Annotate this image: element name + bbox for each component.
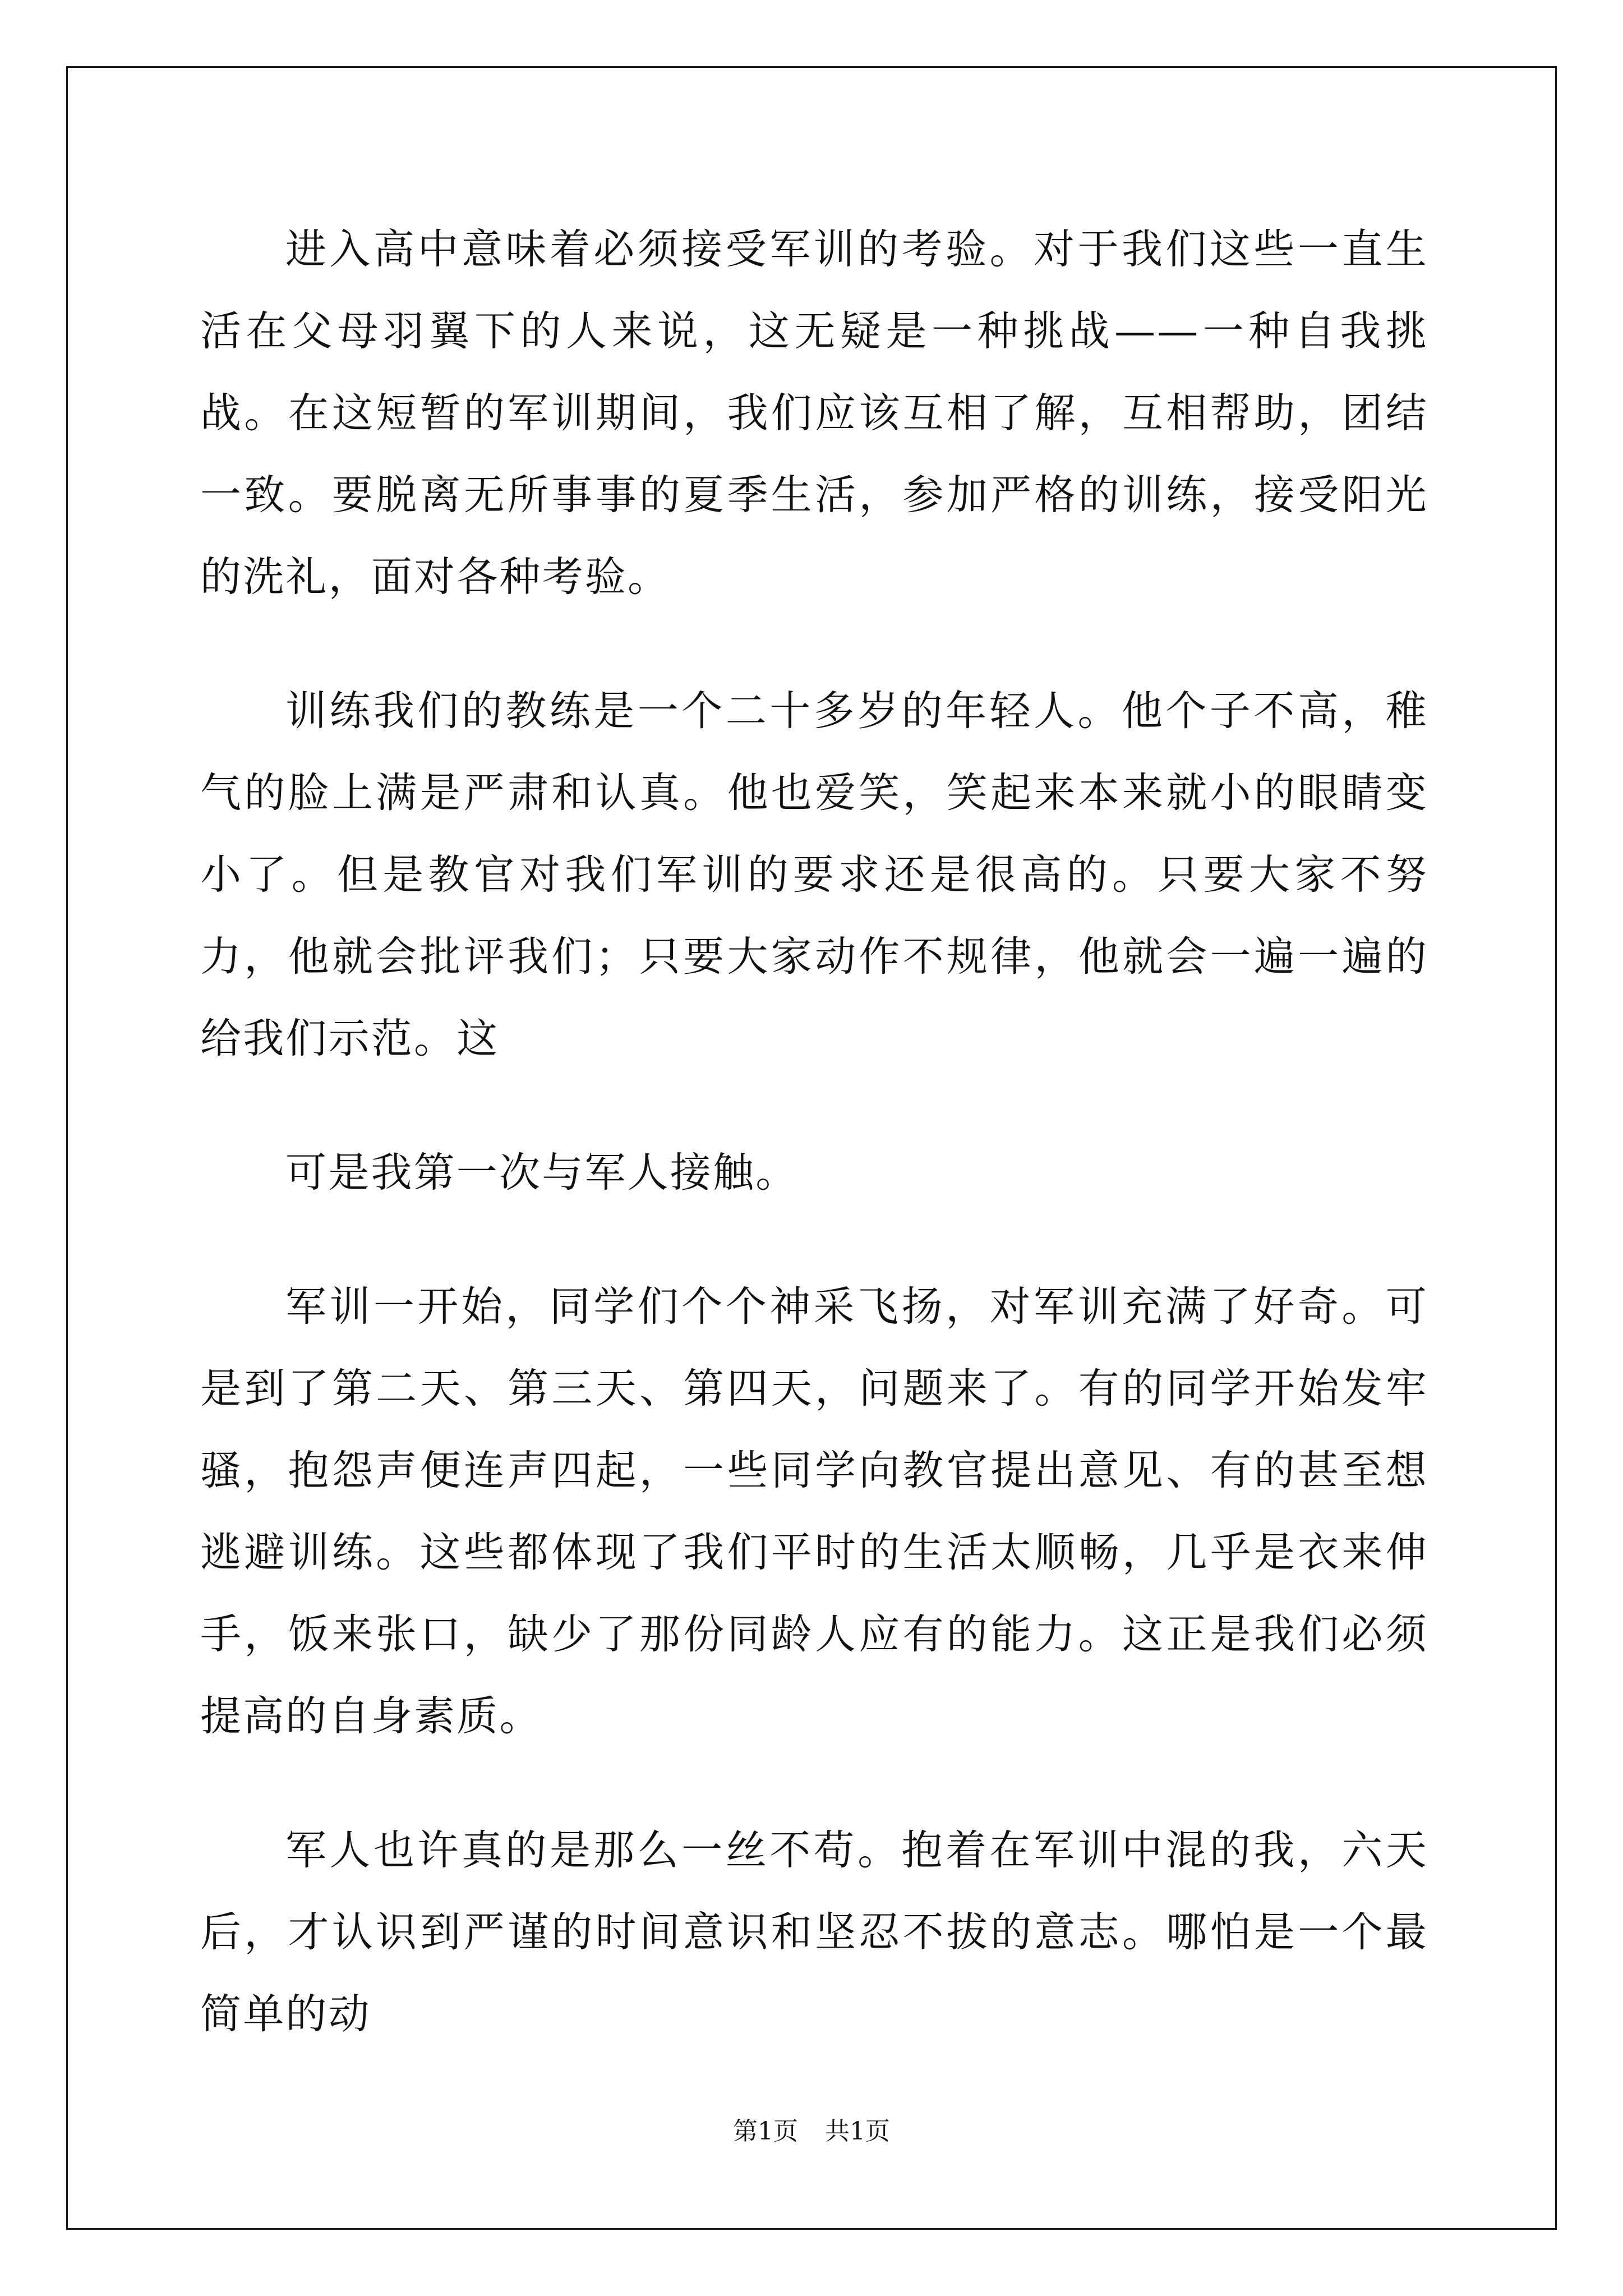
paragraph-3: 可是我第一次与军人接触。 [285, 1149, 799, 1197]
paragraph-5: 军人也许真的是那么一丝不苟。抱着在军训中混的我，六天后，才认识到严谨的时间意识和坚忍不拔的意志。哪怕是一个最简单的动 [200, 1826, 1428, 2038]
page-total: 共1页 [825, 2117, 890, 2146]
page-footer [0, 2115, 1623, 2148]
paragraph-4: 军训一开始，同学们个个神采飞扬，对军训充满了好奇。可是到了第二天、第三天、第四天，问题来了。有的同学开始发牢骚，抱怨声便连声四起，一些同学向教官提出意见、有的甚至想逃避训练。这些都体现了我们平时的生活太顺畅，几乎是衣来伸手，饭来张口，缺少了那份同龄人应有的能力。这正是我们必须提高的自身素质。 [200, 1283, 1428, 1740]
document-body [200, 209, 1428, 2108]
paragraph-1: 进入高中意味着必须接受军训的考验。对于我们这些一直生活在父母羽翼下的人来说，这无疑是一种挑战——一种自我挑战。在这短暂的军训期间，我们应该互相了解，互相帮助，团结一致。要脱离无所事事的夏季生活，参加严格的训练，接受阳光的洗礼，面对各种考验。 [200, 226, 1428, 601]
page-number: 第1页 [733, 2117, 798, 2146]
paragraph-2: 训练我们的教练是一个二十多岁的年轻人。他个子不高，稚气的脸上满是严肃和认真。他也爱笑，笑起来本来就小的眼睛变小了。但是教官对我们军训的要求还是很高的。只要大家不努力，他就会批评我们；只要大家动作不规律，他就会一遍一遍的给我们示范。这 [200, 687, 1428, 1062]
